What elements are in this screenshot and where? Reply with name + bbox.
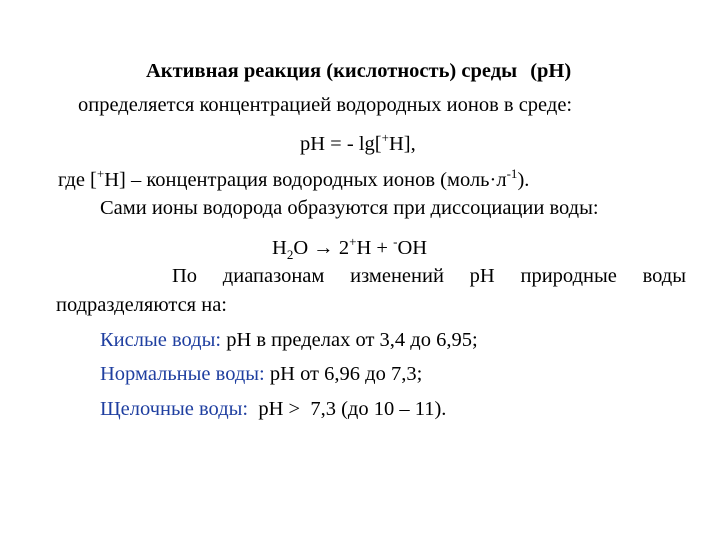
list-item-alkaline: Щелочные воды: рН > 7,3 (до 10 – 11). bbox=[100, 398, 447, 420]
alkaline-label: Щелочные воды: bbox=[100, 398, 249, 420]
dissociation-line: Сами ионы водорода образуются при диссоциации воды: bbox=[100, 197, 599, 219]
concentration-line: где [+Н] – концентрация водородных ионов $(моль\cdot л^{-1})$. bbox=[58, 166, 530, 191]
ph-ranges-intro: По диапазонам изменений рН природные воды bbox=[172, 265, 686, 287]
slide-title bbox=[146, 58, 571, 84]
water-dissociation-equation: $Н_2О \to 2^+Н + ^-ОН$ bbox=[272, 234, 428, 262]
list-item-acidic: Кислые воды: рН в пределах от 3,4 до 6,95; bbox=[100, 329, 478, 351]
list-item-neutral: Нормальные воды: рН от 6,96 до 7,3; bbox=[100, 363, 423, 385]
title-text: Активная реакция (кислотность) среды bbox=[146, 60, 518, 82]
neutral-label: Нормальные воды: bbox=[100, 363, 265, 385]
definition-line: определяется концентрацией водородных ионов в среде: bbox=[78, 94, 573, 116]
acidic-label: Кислые воды: bbox=[100, 329, 222, 351]
title-ph: (рН) bbox=[530, 60, 572, 82]
ph-formula: рН = - lg[+Н], bbox=[300, 130, 416, 155]
ph-ranges-intro-cont: подразделяются на: bbox=[56, 294, 227, 316]
